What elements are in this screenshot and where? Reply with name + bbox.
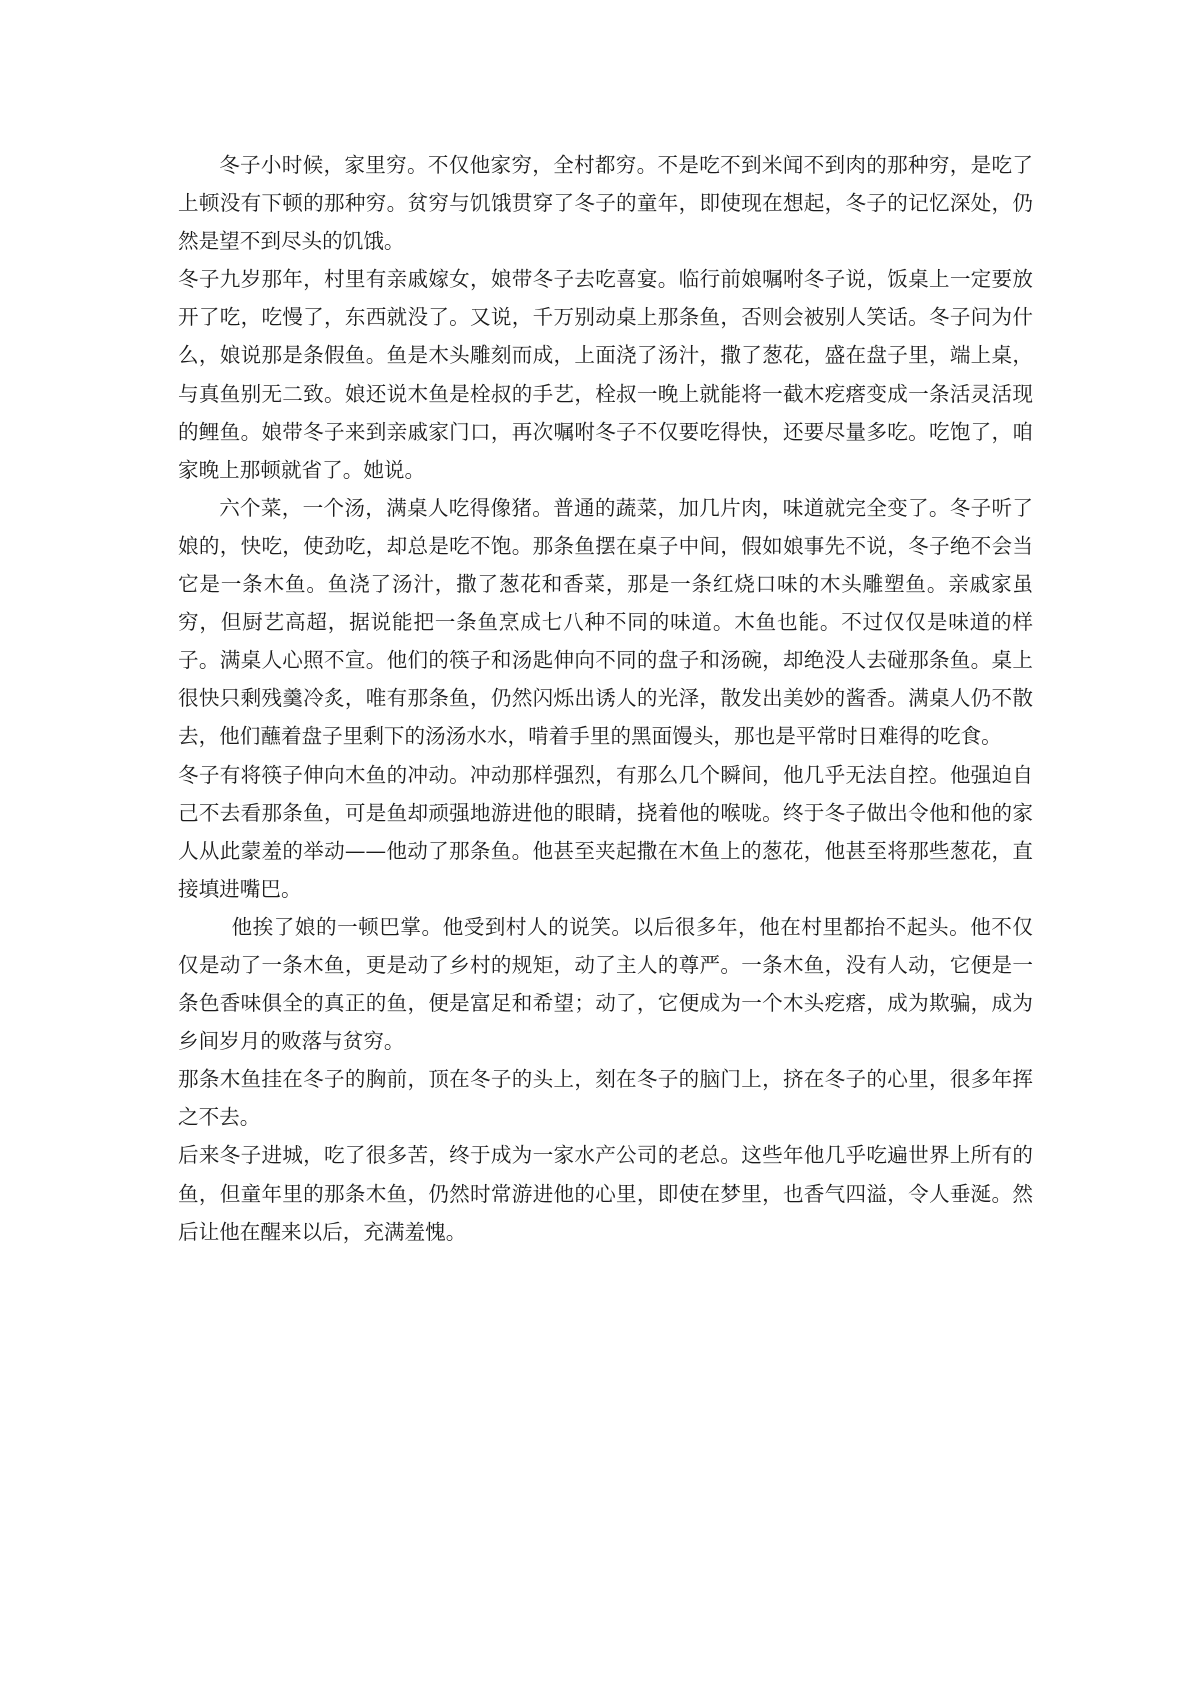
paragraph-3: 六个菜，一个汤，满桌人吃得像猪。普通的蔬菜，加几片肉，味道就完全变了。冬子听了娘的，快吃，使劲吃，却总是吃不饱。那条鱼摆在桌子中间，假如娘事先不说，冬子绝不会当它是一条木鱼。鱼浇了汤汁，撒了葱花和香菜，那是一条红烧口味的木头雕塑鱼。亲戚家虽穷，但厨艺高超，据说能把一条鱼烹成七八种不同的味道。木鱼也能。不过仅仅是味道的样子。满桌人心照不宣。他们的筷子和汤匙伸向不同的盘子和汤碗，却绝没人去碰那条鱼。桌上很快只剩残羹冷炙，唯有那条鱼，仍然闪烁出诱人的光泽，散发出美妙的酱香。满桌人仍不散去，他们蘸着盘子里剩下的汤汤水水，啃着手里的黑面馒头，那也是平常时日难得的吃食。 bbox=[178, 495, 1033, 749]
paragraph-4: 冬子有将筷子伸向木鱼的冲动。冲动那样强烈，有那么几个瞬间，他几乎无法自控。他强迫自己不去看那条鱼，可是鱼却顽强地游进他的眼睛，挠着他的喉咙。终于冬子做出令他和他的家人从此蒙羞的举动——他动了那条鱼。他甚至夹起撒在木鱼上的葱花，他甚至将那些葱花，直接填进嘴巴。 bbox=[178, 762, 1033, 901]
document-body bbox=[178, 146, 1033, 1251]
paragraph-6: 那条木鱼挂在冬子的胸前，顶在冬子的头上，刻在冬子的脑门上，挤在冬子的心里，很多年挥之不去。 bbox=[178, 1067, 1033, 1130]
paragraph-5: 他挨了娘的一顿巴掌。他受到村人的说笑。以后很多年，他在村里都抬不起头。他不仅仅是动了一条木鱼，更是动了乡村的规矩，动了主人的尊严。一条木鱼，没有人动，它便是一条色香味俱全的真正的鱼，便是富足和希望；动了，它便成为一个木头疙瘩，成为欺骗，成为乡间岁月的败落与贫穷。 bbox=[178, 914, 1033, 1054]
paragraph-7: 后来冬子进城，吃了很多苦，终于成为一家水产公司的老总。这些年他几乎吃遍世界上所有的鱼，但童年里的那条木鱼，仍然时常游进他的心里，即使在梦里，也香气四溢，令人垂涎。然后让他在醒来以后，充满羞愧。 bbox=[178, 1143, 1033, 1244]
paragraph-2: 冬子九岁那年，村里有亲戚嫁女，娘带冬子去吃喜宴。临行前娘嘱咐冬子说，饭桌上一定要放开了吃，吃慢了，东西就没了。又说，千万别动桌上那条鱼，否则会被别人笑话。冬子问为什么，娘说那是条假鱼。鱼是木头雕刻而成，上面浇了汤汁，撒了葱花，盛在盘子里，端上桌，与真鱼别无二致。娘还说木鱼是栓叔的手艺，栓叔一晚上就能将一截木疙瘩变成一条活灵活现的鲤鱼。娘带冬子来到亲戚家门口，再次嘱咐冬子不仅要吃得快，还要尽量多吃。吃饱了，咱家晚上那顿就省了。她说。 bbox=[178, 267, 1033, 482]
paragraph-1: 冬子小时候，家里穷。不仅他家穷，全村都穷。不是吃不到米闻不到肉的那种穷，是吃了上顿没有下顿的那种穷。贫穷与饥饿贯穿了冬子的童年，即使现在想起，冬子的记忆深处，仍然是望不到尽头的饥饿。 bbox=[178, 153, 1033, 254]
